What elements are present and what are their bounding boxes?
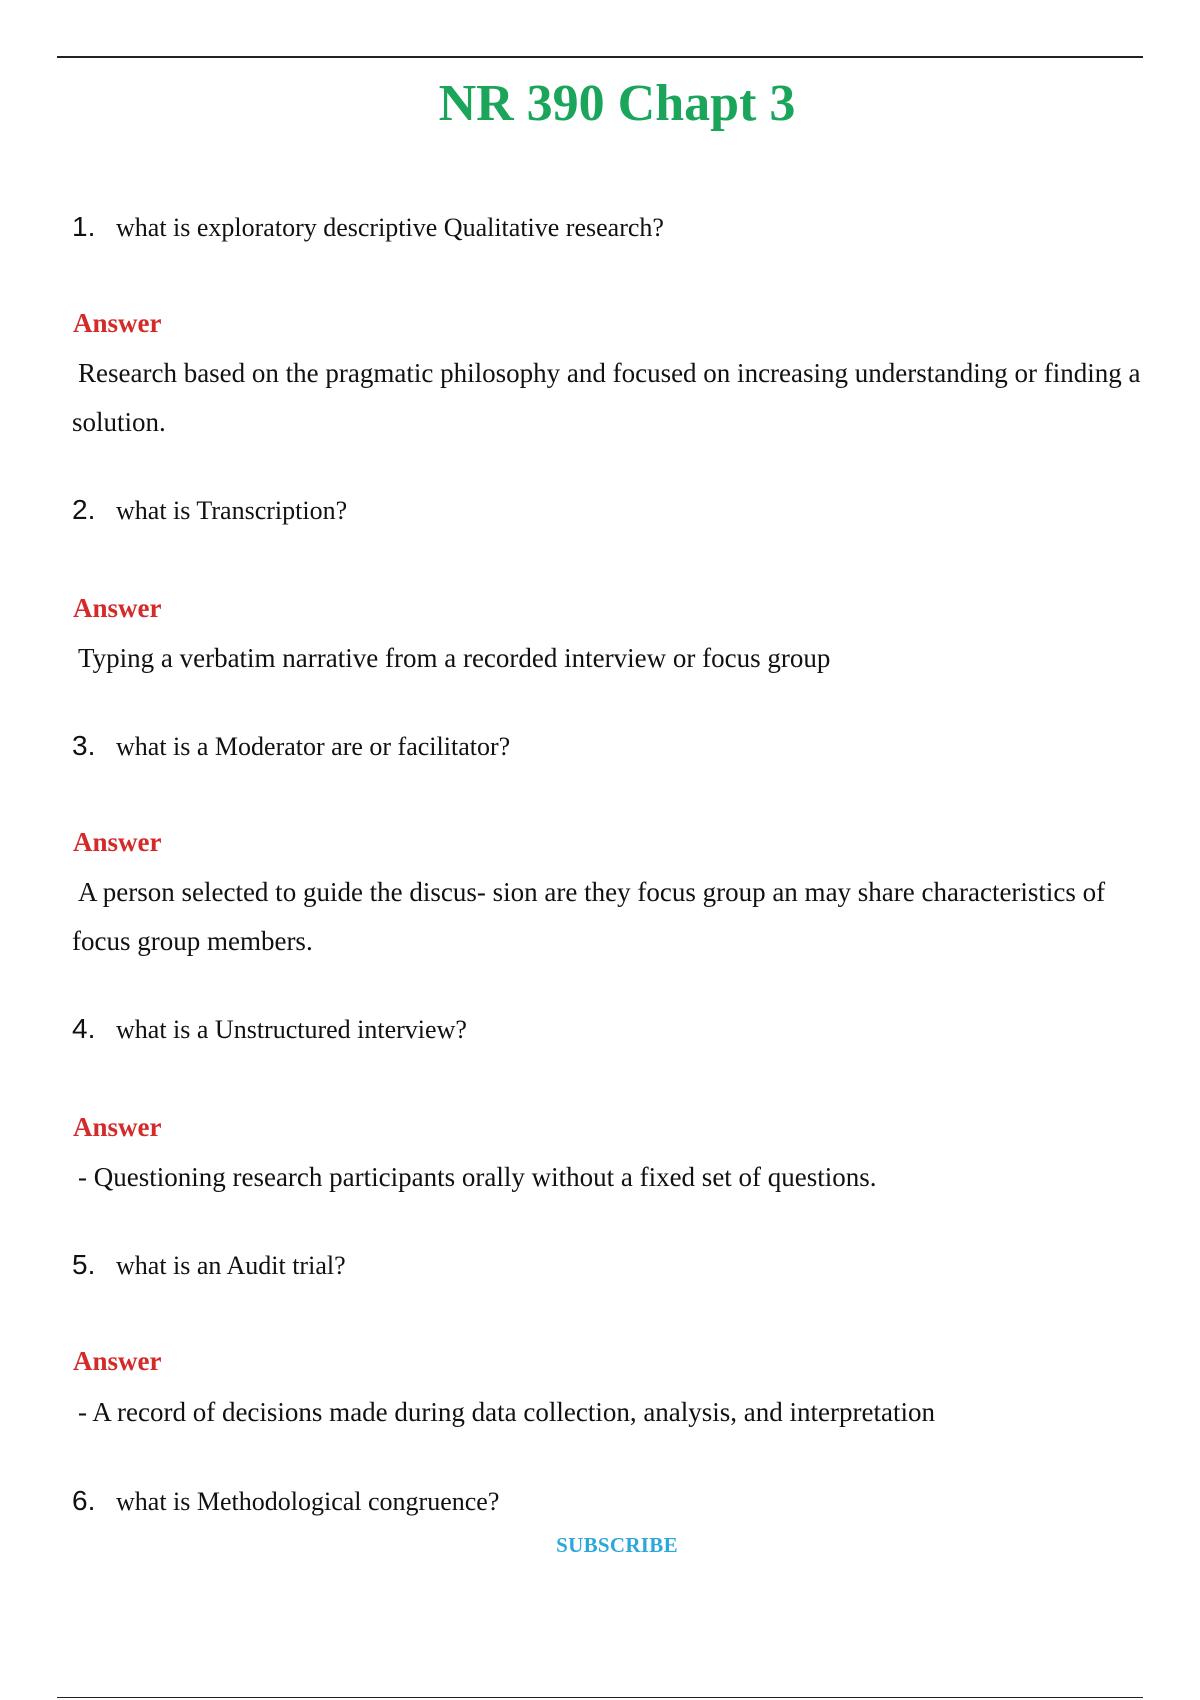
- answer-label-1: Answer: [73, 308, 162, 338]
- answer-text-2: Typing a verbatim narrative from a recorded interview or focus group: [78, 643, 831, 673]
- question-number: 4.: [72, 1013, 96, 1044]
- answer-label-3: Answer: [73, 827, 162, 857]
- question-5: [72, 1245, 346, 1286]
- question-4: [72, 1009, 467, 1050]
- question-number: 3.: [72, 730, 96, 761]
- answer-label-5: Answer: [73, 1346, 162, 1376]
- question-text: what is exploratory descriptive Qualitative research?: [116, 213, 664, 242]
- question-3: [72, 726, 510, 767]
- answer-text-5: - A record of decisions made during data collection, analysis, and interpretation: [78, 1397, 935, 1427]
- question-2: [72, 490, 347, 531]
- question-number: 2.: [72, 494, 96, 525]
- subscribe-link[interactable]: SUBSCRIBE: [556, 1533, 678, 1557]
- question-text: what is Transcription?: [116, 496, 348, 525]
- question-number: 1.: [72, 211, 96, 242]
- question-text: what is a Moderator are or facilitator?: [116, 732, 511, 761]
- answer-text-3: A person selected to guide the discus- sion are they focus group an may share characteristics of focus group members.: [72, 877, 1106, 956]
- bottom-rule: [57, 1697, 1143, 1698]
- page-title: NR 390 Chapt 3: [438, 75, 796, 132]
- question-text: what is Methodological congruence?: [116, 1487, 500, 1516]
- question-1: [72, 207, 664, 248]
- question-6: [72, 1481, 499, 1522]
- answer-text-4: - Questioning research participants orally without a fixed set of questions.: [78, 1162, 877, 1192]
- answer-label-2: Answer: [73, 593, 162, 623]
- question-text: what is an Audit trial?: [116, 1251, 346, 1280]
- answer-text-1: Research based on the pragmatic philosophy and focused on increasing understanding or finding a solution.: [72, 358, 1141, 437]
- question-text: what is a Unstructured interview?: [116, 1015, 467, 1044]
- question-number: 6.: [72, 1485, 96, 1516]
- top-rule: [57, 56, 1143, 58]
- question-number: 5.: [72, 1249, 96, 1280]
- answer-label-4: Answer: [73, 1112, 162, 1142]
